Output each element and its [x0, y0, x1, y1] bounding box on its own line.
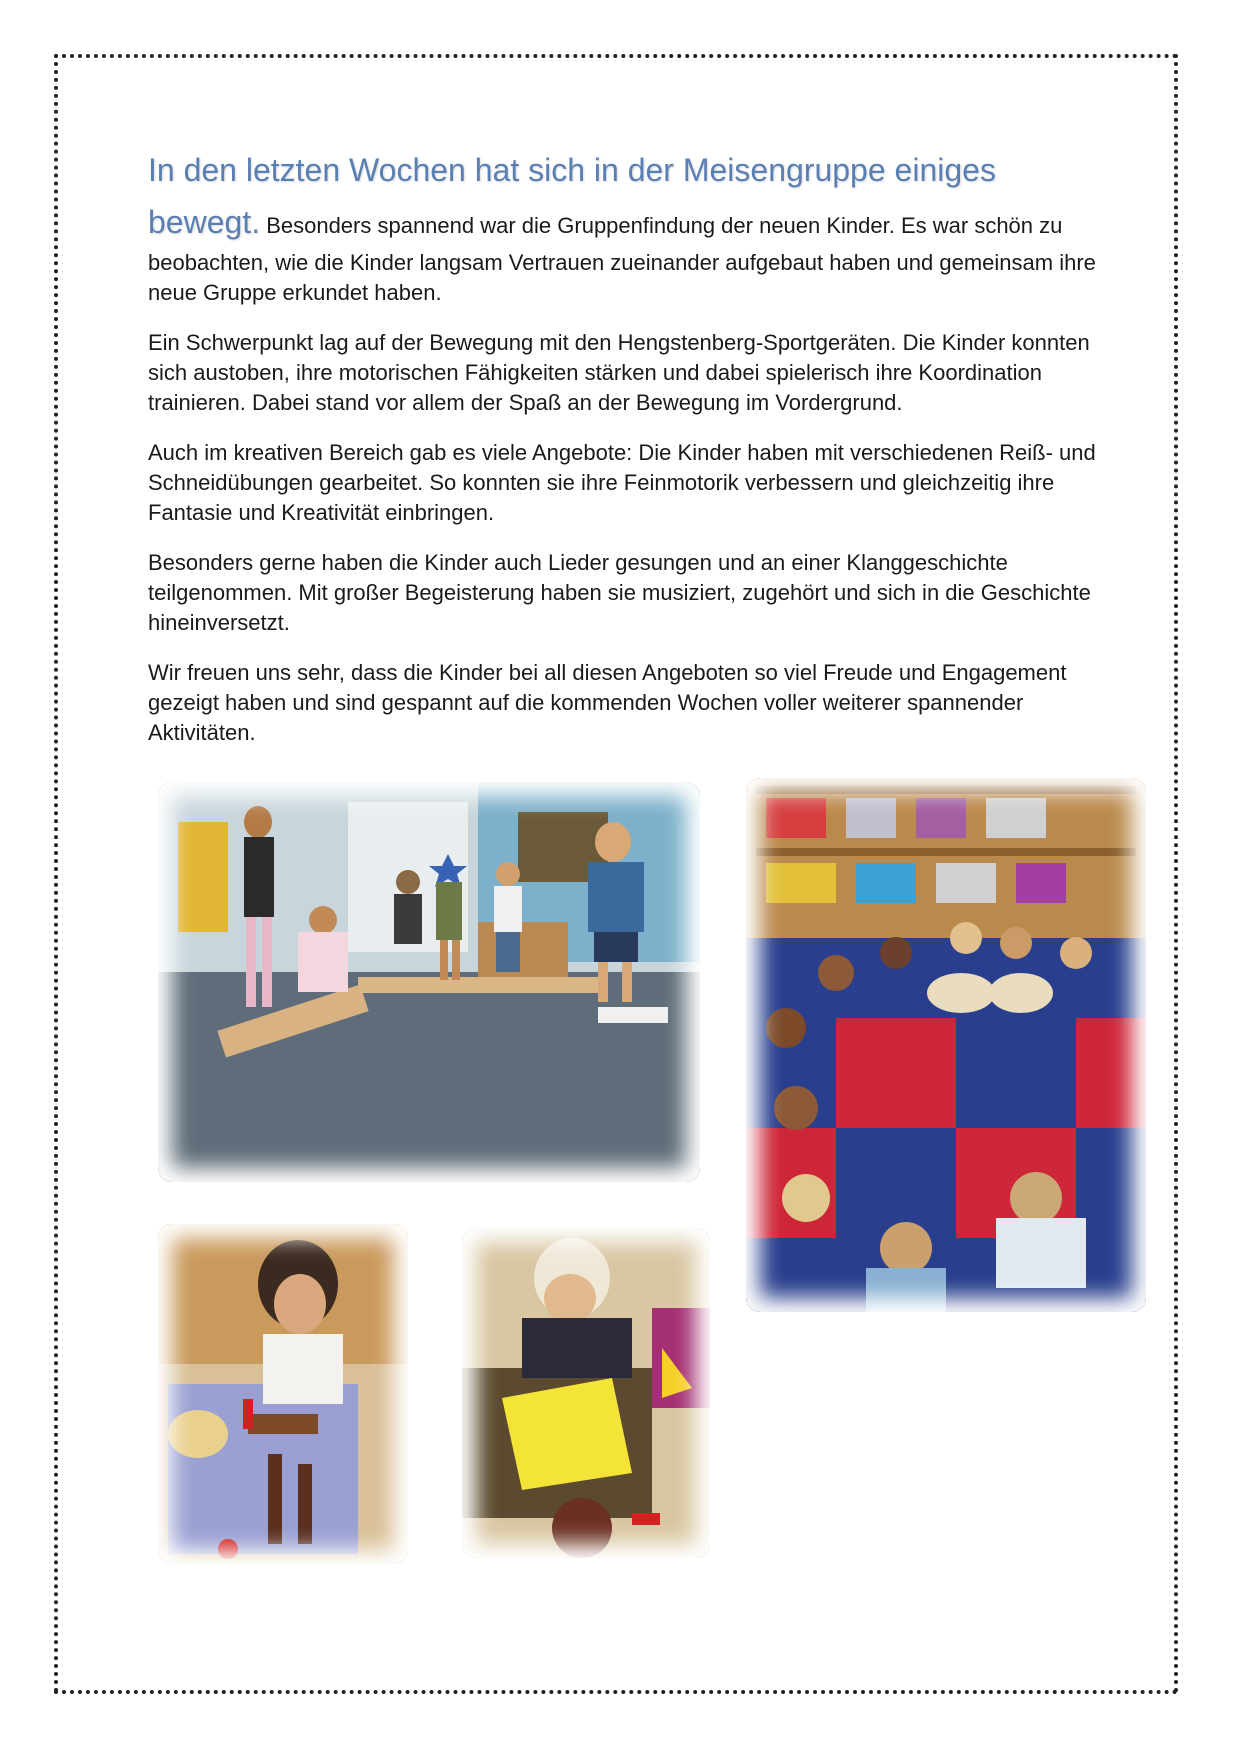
- photo-girl-crafting: [158, 1224, 408, 1564]
- paragraph-2: Ein Schwerpunkt lag auf der Bewegung mit den Hengstenberg-Sportgeräten. Die Kinder konnten sich austoben, ihre motorischen Fähigkeiten stärken und dabei spielerisch ihre Koordination trainieren. Dabei stand vor allem der Spaß an der Bewegung im Vordergrund.: [148, 330, 1090, 415]
- photo-gym-balancing: [158, 782, 700, 1182]
- photo-music-circle: [746, 778, 1146, 1312]
- article-headline: In den letzten Wochen hat sich in der Meisengruppe einiges bewegt.: [148, 152, 996, 240]
- paragraph-3: Auch im kreativen Bereich gab es viele Angebote: Die Kinder haben mit verschiedenen Reiß- und Schneidübungen gearbeitet. So konnten sie ihre Feinmotorik verbessern und gleichzeitig ihre Fantasie und Kreativität einbringen.: [148, 440, 1096, 525]
- photo-gym-illustration: [158, 782, 700, 1182]
- photo-girl-illustration: [158, 1224, 408, 1564]
- article-body: [148, 144, 1098, 768]
- paragraph-5: Wir freuen uns sehr, dass die Kinder bei all diesen Angeboten so viel Freude und Engagement gezeigt haben und sind gespannt auf die kommenden Wochen voller weiterer spannender Aktivitäten.: [148, 660, 1067, 745]
- photo-boy-cutting: [462, 1228, 710, 1558]
- photo-music-illustration: [746, 778, 1146, 1312]
- paragraph-1-text: Besonders spannend war die Gruppenfindung der neuen Kinder. Es war schön zu beobachten, wie die Kinder langsam Vertrauen zueinander aufgebaut haben und gemeinsam ihre neue Gruppe erkundet haben.: [148, 213, 1096, 305]
- paragraph-4: Besonders gerne haben die Kinder auch Lieder gesungen und an einer Klanggeschichte teilgenommen. Mit großer Begeisterung haben sie musiziert, zugehört und sich in die Geschichte hineinversetzt.: [148, 550, 1091, 635]
- paragraph-1: [148, 144, 1098, 308]
- photo-boy-illustration: [462, 1228, 710, 1558]
